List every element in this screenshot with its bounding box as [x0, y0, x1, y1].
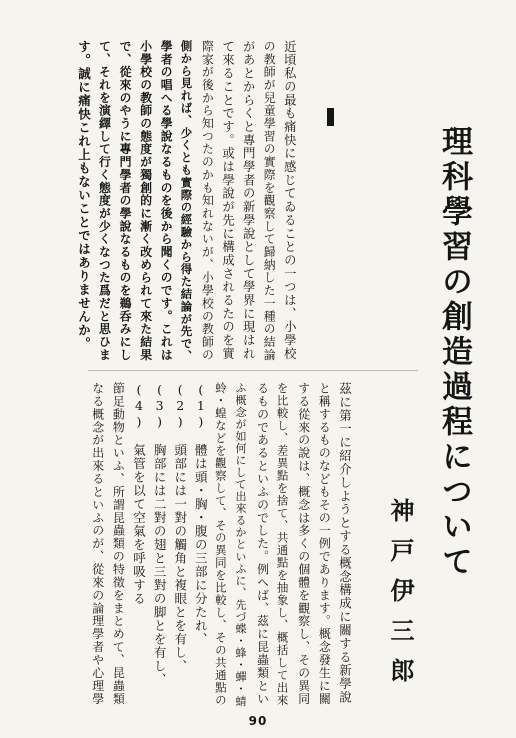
- page-number: 90: [248, 714, 268, 728]
- text-column: るものであるといふのでした。例へば、茲に昆蟲類とい: [255, 382, 270, 706]
- text-column: す。誠に痛快これ上もないことではありませんか。: [76, 40, 92, 351]
- text-column: (3) 胸部には二對の翅と三對の脚とを有し、: [152, 382, 168, 687]
- text-column: て、それを演繹して行く態度が少くなつた爲だと思ひま: [97, 40, 112, 362]
- text-column: (1) 體は頭・胸・腹の三部に分たれ、: [193, 382, 209, 646]
- text-column: 側から見れば、少くとも實際の經驗から得た結論が先で、: [179, 40, 194, 363]
- section-divider: [88, 370, 418, 371]
- text-column: (2) 頭部には一對の觸角と複眼とを有し、: [172, 382, 188, 673]
- text-column: 蛉・蝗などを觀察して、その異同を比較し、その共通點の: [213, 382, 228, 707]
- section-marker: [327, 108, 334, 126]
- text-column: (4) 氣管を以て空氣を呼吸する: [131, 382, 147, 606]
- article-title: 理科學習の創造過程について: [436, 125, 472, 580]
- text-column: 學者の唱へる學說なるものを後から聞くのです。これは: [159, 40, 174, 362]
- text-column: 茲に第一に紹介しようとする概念構成に關する新學說: [337, 382, 353, 705]
- text-column: の教師が兒童學習の實際を觀察して歸納した一種の結論: [262, 40, 277, 362]
- text-column: 節足動物といふ、所謂昆蟲類の特徵をまとめて、昆蟲類: [111, 382, 126, 706]
- author-name: 神戸伊三郎: [386, 498, 415, 698]
- text-column: なる概念が出來るといふのが、從來の論理學者や心理學: [90, 382, 105, 706]
- text-column: する從來の說は、概念は多くの個體を觀察し、その異同: [296, 382, 311, 706]
- text-column: 小學校の教師の態度が獨創的に漸く改められて來た結果: [138, 40, 153, 362]
- text-column: て來ることです。或は學說が先に構成されるたのを實: [220, 40, 235, 361]
- text-column: があとからくと專門學者の新學說として學界に現はれ: [241, 40, 256, 361]
- text-column: で、從來のやうに專門學者の學說なるものを鵜呑みにし: [118, 40, 133, 362]
- text-column: 近頃私の最も痛快に感じてゐることの一つは、小學校: [282, 40, 297, 361]
- text-column: を比較し、差異點を捨て、共通點を抽象し、概括して出來: [275, 382, 290, 707]
- text-column: ふ概念が如何にして出來るかといふに、先づ蝶・蜂・蟬・蜻: [234, 382, 248, 708]
- text-column: と稱するものなどもその一例であります。概念發生に關: [317, 382, 332, 706]
- text-column: 際家が後から知つたのかも知れないが、小學校の教師の: [200, 40, 215, 362]
